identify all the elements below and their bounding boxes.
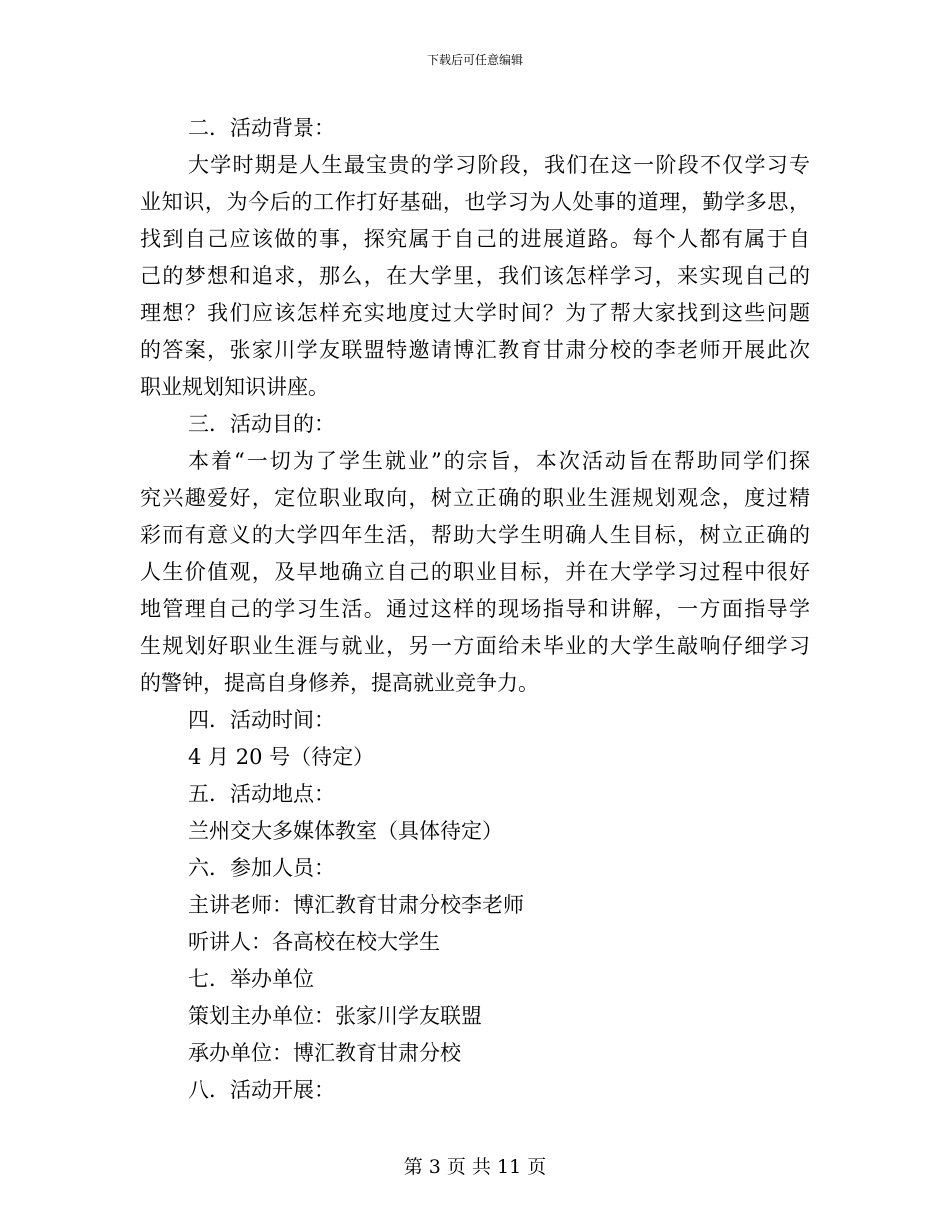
paragraph-line: 究兴趣爱好，定位职业取向，树立正确的职业生涯规划观念，度过精 bbox=[140, 486, 810, 510]
organizer-line: 策划主办单位：张家川学友联盟 bbox=[188, 1004, 482, 1028]
activity-location-value: 兰州交大多媒体教室（具体待定） bbox=[188, 819, 503, 843]
paragraph-line: 理想？我们应该怎样充实地度过大学时间？为了帮大家找到这些问题 bbox=[140, 301, 810, 325]
section-heading-organizers: 七．举办单位 bbox=[188, 967, 314, 991]
section-heading-participants: 六．参加人员： bbox=[188, 856, 335, 880]
host-line: 承办单位：博汇教育甘肃分校 bbox=[188, 1041, 461, 1065]
section-heading-background: 二．活动背景： bbox=[188, 116, 335, 140]
speaker-line: 主讲老师：博汇教育甘肃分校李老师 bbox=[188, 893, 524, 917]
paragraph-line: 人生价值观，及早地确立自己的职业目标，并在大学学习过程中很好 bbox=[140, 560, 810, 584]
section-heading-purpose: 三．活动目的： bbox=[188, 412, 335, 436]
activity-time-value: 4 月 20 号（待定） bbox=[188, 745, 375, 769]
paragraph-line: 生规划好职业生涯与就业，另一方面给未毕业的大学生敲响仔细学习 bbox=[140, 634, 810, 658]
paragraph-line: 地管理自己的学习生活。通过这样的现场指导和讲解，一方面指导学 bbox=[140, 597, 810, 621]
section-heading-time: 四．活动时间： bbox=[188, 708, 335, 732]
paragraph-line: 彩而有意义的大学四年生活，帮助大学生明确人生目标，树立正确的 bbox=[140, 523, 810, 547]
paragraph-line: 职业规划知识讲座。 bbox=[140, 375, 329, 399]
page-number: 第 3 页 共 11 页 bbox=[403, 1156, 547, 1178]
paragraph-line: 的警钟，提高自身修养，提高就业竞争力。 bbox=[140, 671, 539, 695]
audience-line: 听讲人：各高校在校大学生 bbox=[188, 930, 440, 954]
page-header: 下载后可任意编辑 bbox=[426, 53, 523, 67]
section-heading-location: 五．活动地点： bbox=[188, 782, 335, 806]
paragraph-line: 本着“一切为了学生就业”的宗旨，本次活动旨在帮助同学们探 bbox=[188, 449, 810, 473]
section-heading-activities: 八．活动开展： bbox=[188, 1078, 335, 1102]
paragraph-line: 的答案，张家川学友联盟特邀请博汇教育甘肃分校的李老师开展此次 bbox=[140, 338, 810, 362]
paragraph-line: 业知识，为今后的工作打好基础，也学习为人处事的道理，勤学多思， bbox=[140, 190, 810, 214]
paragraph-line: 己的梦想和追求，那么，在大学里，我们该怎样学习，来实现自己的 bbox=[140, 264, 810, 288]
paragraph-line: 找到自己应该做的事，探究属于自己的进展道路。每个人都有属于自 bbox=[140, 227, 810, 251]
document-body bbox=[140, 110, 810, 1109]
paragraph-line: 大学时期是人生最宝贵的学习阶段，我们在这一阶段不仅学习专 bbox=[188, 153, 810, 177]
